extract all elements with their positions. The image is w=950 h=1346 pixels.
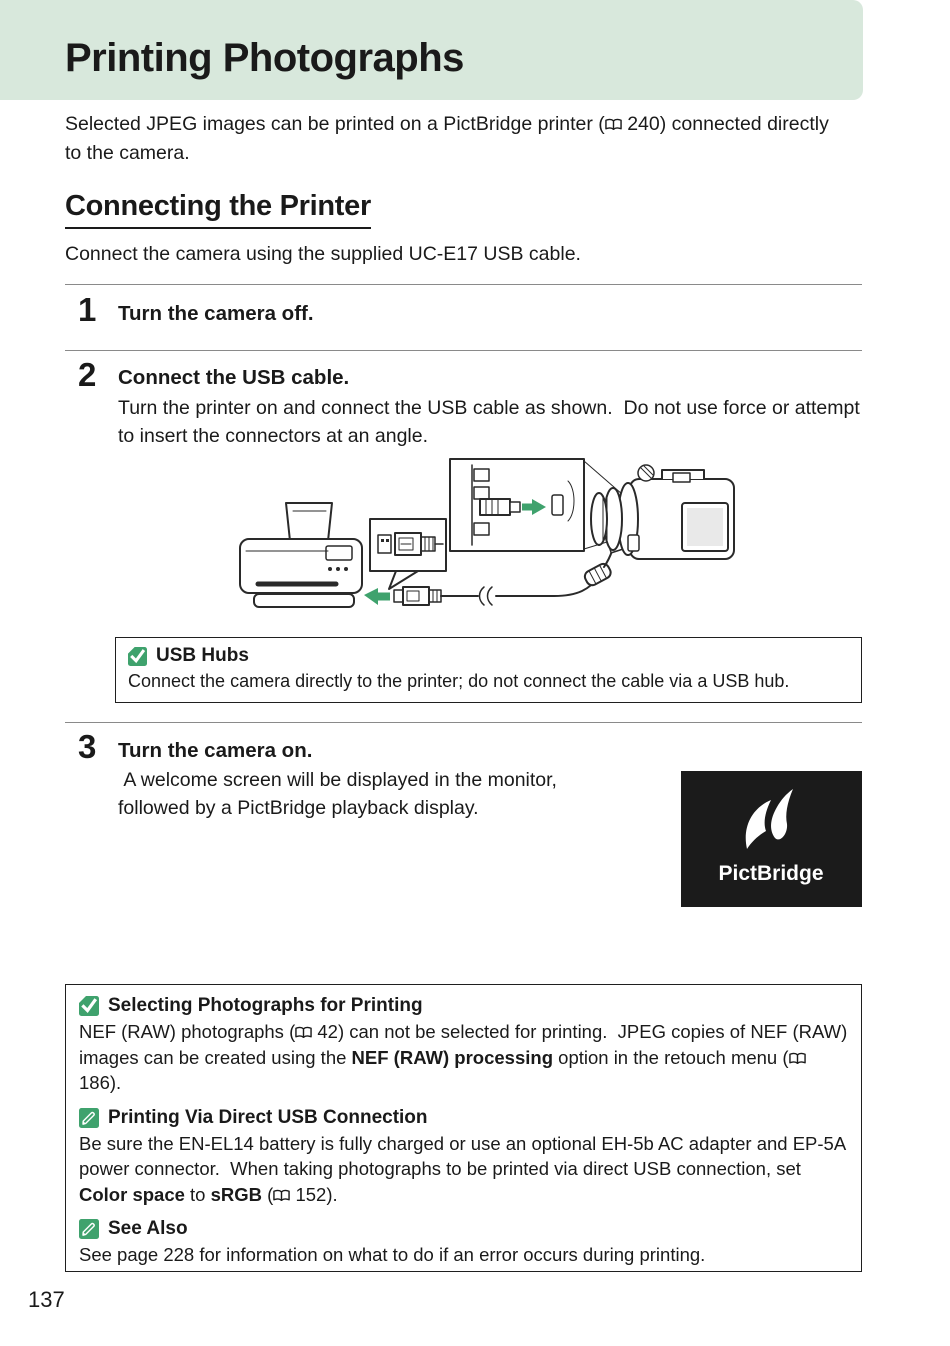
step-3-body: A welcome screen will be displayed in the monitor, followed by a PictBridge playback display. [118, 769, 563, 819]
chapter-header-band [0, 0, 863, 100]
note-selecting-title: Selecting Photographs for Printing [108, 995, 423, 1016]
step-2-title: Connect the USB cable. [118, 366, 350, 389]
note-see-also-title: See Also [108, 1218, 188, 1239]
step-2-body: Turn the printer on and connect the USB cable as shown. Do not use force or attempt to insert the connectors at an angle. [118, 397, 866, 447]
step-3-number: 3 [78, 728, 97, 765]
note-see-also-title-row [79, 1218, 848, 1240]
usb-connection-illustration [232, 453, 742, 625]
pictbridge-logo [681, 771, 862, 907]
step-3-title: Turn the camera on. [118, 739, 313, 762]
usb-hubs-note-body: Connect the camera directly to the printer; do not connect the cable via a USB hub. [128, 671, 790, 691]
note-usb-direct-title-row [79, 1107, 848, 1129]
step-1-title: Turn the camera off. [118, 302, 314, 325]
step-1-number: 1 [78, 291, 97, 328]
note-selecting-title-row [79, 995, 848, 1017]
pictbridge-mark-right [771, 789, 793, 839]
note-usb-direct-body: Be sure the EN-EL14 battery is fully charged or use an optional EH-5b AC adapter and EP-5A power connector. When taking photographs to be printed via direct USB connection, set Color space to sRGB ( 152). [79, 1132, 851, 1205]
usb-hubs-note-box [115, 637, 862, 703]
note-usb-direct-title: Printing Via Direct USB Connection [108, 1106, 428, 1128]
intro-paragraph: Selected JPEG images can be printed on a PictBridge printer ( 240) connected directly to the camera. [65, 113, 835, 164]
usb-hubs-note-title: USB Hubs [156, 645, 249, 666]
section-subtext: Connect the camera using the supplied UC-E17 USB cable. [65, 243, 581, 265]
note-see-also-body: See page 228 for information on what to do if an error occurs during printing. [79, 1244, 706, 1265]
check-square-icon [79, 996, 99, 1016]
page-number: 137 [28, 1287, 65, 1312]
pencil-square-icon [79, 1108, 99, 1128]
pictbridge-logo-text: PictBridge [718, 862, 824, 885]
open-book-icon [273, 1189, 290, 1202]
divider [65, 722, 862, 723]
check-square-icon [128, 647, 147, 666]
step-2-number: 2 [78, 356, 97, 393]
page-title: Printing Photographs [65, 36, 464, 80]
pencil-square-icon [79, 1219, 99, 1239]
camera-drawing [591, 465, 734, 559]
pictbridge-logo-panel [681, 771, 862, 907]
open-book-icon [295, 1026, 312, 1039]
printer-drawing [240, 503, 362, 607]
section-heading: Connecting the Printer [65, 190, 371, 229]
usb-a-callout [370, 519, 446, 589]
note-selecting-body: NEF (RAW) photographs ( 42) can not be selected for printing. JPEG copies of NEF (RAW) images can be created using the NEF (RAW) processing option in the retouch menu ( 186). [79, 1021, 853, 1093]
notes-box [65, 984, 862, 1272]
open-book-icon [789, 1052, 806, 1065]
divider [65, 350, 862, 351]
open-book-icon [605, 118, 622, 131]
pictbridge-mark-left [746, 800, 771, 849]
divider [65, 284, 862, 285]
